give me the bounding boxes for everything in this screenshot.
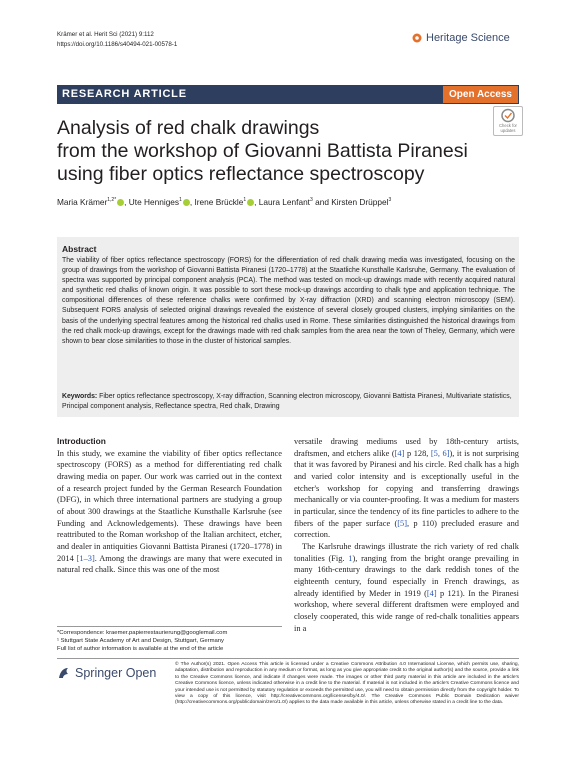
paragraph (294, 541, 519, 634)
abstract-text: The viability of fiber optics reflectance spectroscopy (FORS) for the differentiation of red chalk drawing media was investigated, focusing on the group of drawings from the workshop of Giovanni Battista Piranesi (1720–1778) at the Staatliche Kunsthalle Karlsruhe, Germany. The evaluation of spectra was supported by principal component analysis (PCA). The method was tested on mock-up drawings made with recently acquired natural and synthetic red chalks of known origin. It was possible to sort these mock-up drawings according to chalk type and application technique. The compositional differences of these reference chalks were confirmed by X-ray diffraction (XRD) and scanning electron microscopy (SEM). Subsequent FORS analysis of selected original drawings revealed the existence of several closely grouped clusters, implying similarities on the basis of the underlying spectral features among the historical red chalks used in Rome. These similarities distinguished the historical drawings from the red chalk mock-up drawings, except for the drawings made with red chalk samples from the area near the town of Theley, Germany, which were shown to bear close similarities to those in the cluster of historical samples. (62, 257, 515, 345)
citation-link[interactable]: [1–3] (76, 553, 95, 563)
author-affiliation: 1 (243, 197, 247, 204)
publisher-logo (57, 666, 156, 680)
footnotes (57, 626, 282, 654)
citation-link[interactable]: [5, 6] (430, 448, 450, 458)
author-affiliation: 1 (179, 197, 182, 204)
text-run: , p 110) precluded erasure and correction. (294, 518, 519, 540)
body-column-left (57, 436, 282, 576)
check-updates-line1: Check for (499, 123, 517, 128)
text-run: The Karlsruhe drawings illustrate the rich variety of red chalk tonalities (Fig. (294, 541, 519, 563)
doi-link[interactable]: https://doi.org/10.1186/s40494-021-00578-1 (57, 41, 178, 48)
keywords-list: Fiber optics reflectance spectroscopy, X-ray diffraction, Scanning electron microscopy, Giovanni Battista Piranesi, Multivariate statistics, Principal component analysis, Reflectance spectra, Red chalk, Drawing (62, 393, 512, 411)
check-for-updates-button[interactable] (493, 106, 523, 136)
keywords-label: Keywords: (62, 393, 98, 400)
orcid-icon[interactable] (183, 199, 190, 206)
author-name[interactable]: Kirsten Drüppel (331, 197, 389, 207)
author-list: Maria Krämer$^{1,2*}$ , Ute Henniges$^1$ , Irene Brückle$^1$ , Laura Lenfant$^3$ and Kirsten Drüppel$^3$ (57, 197, 392, 207)
section-heading-introduction: Introduction (57, 436, 106, 446)
author-name[interactable]: Maria Krämer (57, 197, 108, 207)
figure-link[interactable]: 1 (348, 553, 353, 563)
body-column-right (294, 436, 519, 634)
author-affiliation: 3 (310, 197, 313, 204)
intro-paragraph: In this study, we examine the viability of fiber optics reflectance spectroscopy (FORS) as a method for differentiating red chalk drawing media on paper. Our work was carried out in the context of a research project funded by the German Research Foundation (DFG), in which three international partners are studying a group of about 300 drawings at the Staatliche Kunsthalle Karlsruhe (see Funding and Acknowledgements). These drawings have been reattributed to the Roman workshop of the Italian architect, etcher, and dealer in antiquities Giovanni Battista Piranesi (1720–1778) in 2014 (57, 448, 282, 563)
keywords (62, 392, 515, 412)
author-info-note: Full list of author information is available at the end of the article (57, 645, 224, 652)
article-title (57, 117, 487, 186)
footer-divider (57, 658, 519, 659)
correspondence-note: *Correspondence: kraemer.papierrestaurierung@googlemail.com (57, 630, 228, 636)
citation-link[interactable]: [5] (397, 518, 407, 528)
text-run: ), it is not surprising that it was favored by Piranesi and his circle. Red chalk has a high and varied color intensity and is exceptionally useful in the etcher's workshop for copying and transferring drawings mechanically or via counter-proofing. It was a medium for masters in particular, since the tendency of its fine particles to adhere to the fibers of the paper surface ( (294, 448, 520, 528)
author-affiliation: 1,2* (107, 197, 117, 204)
title-line: using fiber optics reflectance spectroscopy (57, 163, 425, 185)
license-text: © The Author(s) 2021. Open Access This article is licensed under a Creative Commons Attribution 4.0 International License, which permits use, sharing, adaptation, distribution and reproduction in any medium or format, as long as you give appropriate credit to the original author(s) and the source, provide a link to the Creative Commons licence, and indicate if changes were made. The images or other third party material in this article are included in the article's Creative Commons licence, unless indicated otherwise in a credit line to the material. If material is not included in the article's Creative Commons licence and your intended use is not permitted by statutory regulation or exceeds the permitted use, you will need to obtain permission directly from the copyright holder. To view a copy of this licence, visit http://creativecommons.org/licenses/by/4.0/. The Creative Commons Public Domain Dedication waiver (http://creativecommons.org/publicdomain/zero/1.0/) applies to the data made available in this article, unless otherwise stated in a credit line to the data. (175, 662, 519, 706)
intro-paragraph-tail: . Among the drawings are many that were executed in natural red chalk. Since this was one of the most (57, 553, 283, 575)
abstract-heading: Abstract (62, 244, 97, 254)
author-affiliation: 3 (388, 197, 392, 204)
orcid-icon[interactable] (117, 199, 124, 206)
journal-brand (412, 32, 510, 44)
check-updates-line2: updates (500, 127, 516, 133)
citation-link[interactable]: [4] (426, 588, 437, 598)
publisher-name: Springer Open (75, 666, 157, 680)
text-run: ), ranging from the bright orange prevailing in many 16th-century drawings to the dark reddish tones of the eighteenth century, found especially in French drawings, as already identified by Meder in 1919 ( (294, 553, 519, 598)
citation-link[interactable]: [4] (394, 448, 405, 458)
title-line: from the workshop of Giovanni Battista Piranesi (57, 140, 468, 162)
author-name[interactable]: Laura Lenfant (258, 197, 310, 207)
title-line: Analysis of red chalk drawings (57, 117, 320, 139)
check-updates-icon (494, 107, 522, 124)
orcid-icon[interactable] (247, 199, 254, 206)
springer-horse-icon (57, 666, 71, 680)
text-run: p 121). In the Piranesi workshop, where several different draftsmen were employed and closely cooperated, this wide range of red-chalk tonalities appears in a (294, 588, 519, 633)
journal-logo-icon (412, 33, 422, 43)
affiliation-note: ¹ Stuttgart State Academy of Art and Design, Stuttgart, Germany (57, 637, 224, 644)
paragraph (294, 436, 519, 541)
text-run: p 128, (404, 448, 431, 458)
open-access-badge: Open Access (443, 86, 518, 103)
author-name[interactable]: Irene Brückle (194, 197, 244, 207)
journal-name: Heritage Science (426, 32, 510, 44)
citation-line: Krämer et al. Herit Sci (2021) 9:112 (57, 31, 154, 38)
article-type-label: RESEARCH ARTICLE (62, 88, 187, 100)
text-run: versatile drawing mediums used by 18th-century artists, draftsmen, and etchers alike ( (294, 437, 519, 458)
author-name[interactable]: Ute Henniges (128, 197, 180, 207)
